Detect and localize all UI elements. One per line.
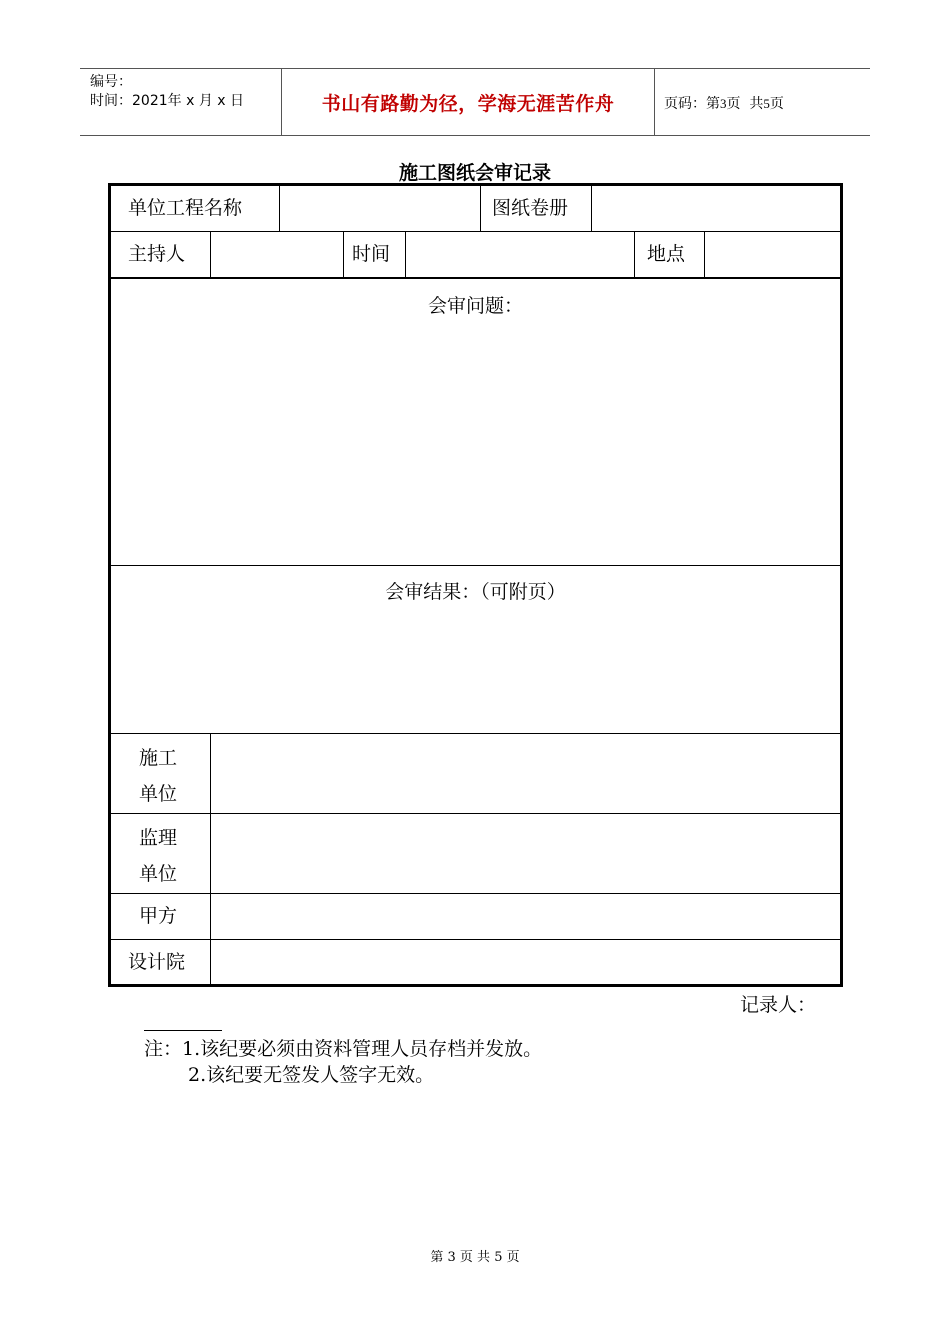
col-divider xyxy=(279,186,280,231)
header-motto: 书山有路勤为径，学海无涯苦作舟 xyxy=(321,92,615,115)
date-month-unit: 月 xyxy=(198,93,213,109)
time-label: 时间 xyxy=(352,243,391,265)
page-total: 5 xyxy=(763,96,770,111)
review-form-table xyxy=(108,183,843,987)
host-label: 主持人 xyxy=(128,243,186,265)
col-divider xyxy=(343,231,344,277)
col-divider xyxy=(634,231,635,277)
supervision-unit-label-line2: 单位 xyxy=(139,863,178,885)
date-label: 时间： xyxy=(90,93,132,109)
page-current: 3 xyxy=(720,96,727,111)
page-footer: 第 3 页 共 5 页 xyxy=(430,1250,520,1265)
review-results-field[interactable] xyxy=(111,612,840,732)
host-field[interactable] xyxy=(213,232,341,277)
page-end: 页 xyxy=(769,96,784,112)
row-divider xyxy=(111,565,840,566)
document-number: 编号： xyxy=(90,74,132,90)
row-divider xyxy=(111,277,840,279)
design-institute-field[interactable] xyxy=(213,940,839,984)
drawing-volume-field[interactable] xyxy=(594,186,839,231)
construction-unit-label-line1: 施工 xyxy=(139,747,178,769)
page-title: 施工图纸会审记录 xyxy=(398,162,551,184)
page-header xyxy=(80,68,870,136)
supervision-unit-label-line1: 监理 xyxy=(139,827,178,849)
header-divider xyxy=(654,69,655,135)
review-results-label: 会审结果：（可附页） xyxy=(385,581,566,603)
project-name-label: 单位工程名称 xyxy=(128,197,243,219)
col-divider xyxy=(210,231,211,277)
date-year: 2021 xyxy=(132,93,168,109)
header-meta xyxy=(90,73,244,111)
col-divider xyxy=(591,186,592,231)
party-a-field[interactable] xyxy=(213,894,839,939)
date-day-unit: 日 xyxy=(230,93,245,109)
note-line-1: 注：1.该纪要必须由资料管理人员存档并发放。 xyxy=(144,1038,543,1060)
col-divider xyxy=(704,231,705,277)
time-field[interactable] xyxy=(408,232,632,277)
col-divider xyxy=(405,231,406,277)
document-date xyxy=(90,92,244,111)
review-issues-label: 会审问题： xyxy=(427,295,523,317)
col-divider xyxy=(210,733,211,984)
review-issues-field[interactable] xyxy=(111,326,840,564)
header-page-info xyxy=(664,93,784,113)
signature-underline xyxy=(144,1030,222,1031)
date-day: x xyxy=(217,93,226,109)
project-name-field[interactable] xyxy=(282,186,478,231)
supervision-unit-field[interactable] xyxy=(213,814,839,893)
design-institute-label: 设计院 xyxy=(128,951,186,973)
drawing-volume-label: 图纸卷册 xyxy=(492,197,569,219)
note-line-2: 2.该纪要无签发人签字无效。 xyxy=(188,1064,435,1086)
location-field[interactable] xyxy=(707,232,839,277)
date-year-unit: 年 xyxy=(167,93,182,109)
col-divider xyxy=(480,186,481,231)
location-label: 地点 xyxy=(647,243,686,265)
page-mid: 页 共 xyxy=(726,96,764,112)
construction-unit-field[interactable] xyxy=(213,734,839,813)
page-label: 页码：第 xyxy=(664,96,720,112)
date-month: x xyxy=(186,93,195,109)
recorder-label: 记录人： xyxy=(740,994,817,1016)
construction-unit-label-line2: 单位 xyxy=(139,783,178,805)
party-a-label: 甲方 xyxy=(139,905,178,927)
